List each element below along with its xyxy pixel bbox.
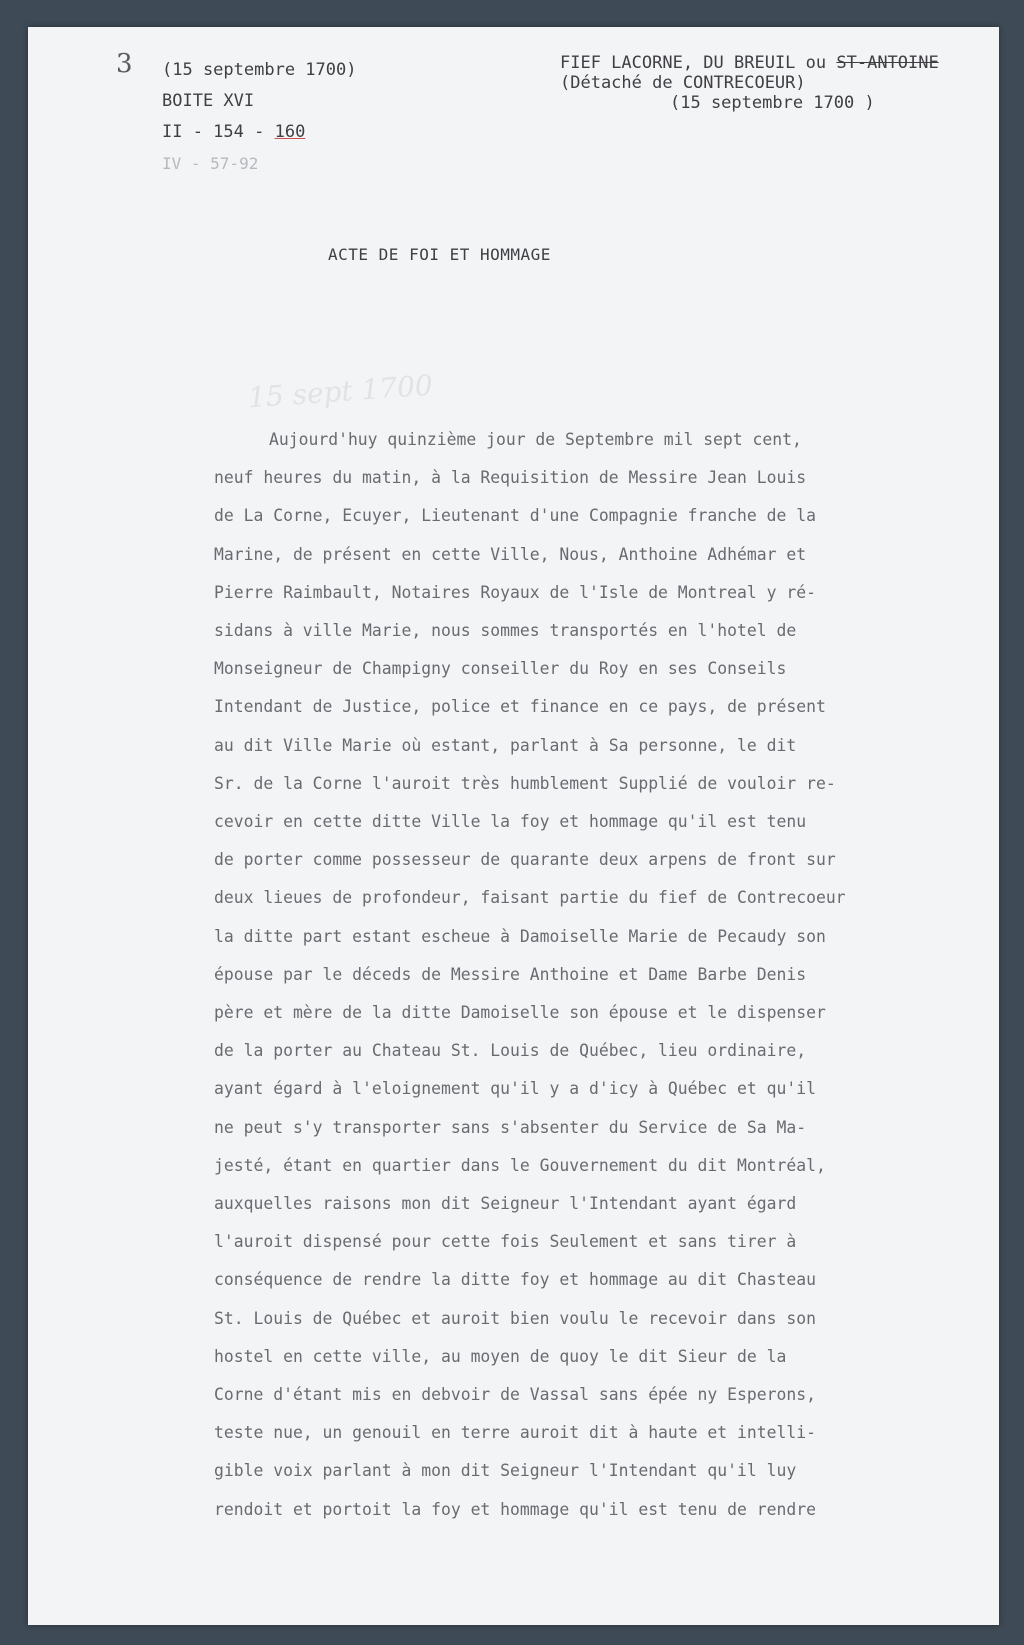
fief-middle: DU BREUIL (703, 53, 796, 73)
body-line: jesté, étant en quartier dans le Gouvernement du dit Montréal, (214, 1155, 826, 1175)
body-line: conséquence de rendre la ditte foy et hommage au dit Chasteau (214, 1270, 816, 1290)
header-box: BOITE XVI (162, 91, 255, 111)
handwritten-page-number: 3 (116, 49, 133, 79)
faint-reference: IV - 57-92 (162, 154, 259, 173)
body-line: Sr. de la Corne l'auroit très humblement Supplié de vouloir re- (214, 773, 836, 793)
body-line: Marine, de présent en cette Ville, Nous, Anthoine Adhémar et (214, 544, 807, 564)
header-right-date: (15 septembre 1700 ) (670, 93, 875, 113)
body-line: hostel en cette ville, au moyen de quoy le dit Sieur de la (214, 1346, 787, 1366)
body-line: teste nue, un genouil en terre auroit dit à haute et intelli- (214, 1423, 816, 1443)
document-page (28, 27, 999, 1625)
body-line: cevoir en cette ditte Ville la foy et hommage qu'il est tenu (214, 812, 807, 832)
body-line: la ditte part estant escheue à Damoiselle Marie de Pecaudy son (214, 926, 826, 946)
fief-or: ou (795, 53, 837, 73)
body-line: au dit Ville Marie où estant, parlant à Sa personne, le dit (214, 735, 797, 755)
body-line: sidans à ville Marie, nous sommes transportés en l'hotel de (214, 621, 797, 641)
fief-prefix: FIEF LACORNE, (560, 53, 704, 73)
body-line: Pierre Raimbault, Notaires Royaux de l'Isle de Montreal y ré- (214, 582, 816, 602)
body-line: Intendant de Justice, police et finance en ce pays, de présent (214, 697, 826, 717)
body-line: ne peut s'y transporter sans s'absenter du Service de Sa Ma- (214, 1117, 807, 1137)
header-reference (162, 117, 356, 148)
body-line: Aujourd'huy quinzième jour de Septembre mil sept cent, (269, 430, 802, 449)
fief-saint: ST-ANTOINE (836, 53, 939, 73)
document-title: ACTE DE FOI ET HOMMAGE (328, 245, 551, 264)
body-line: ayant égard à l'eloignement qu'il y a d'icy à Québec et qu'il (214, 1079, 816, 1099)
body-line: l'auroit dispensé pour cette fois Seulement et sans tirer à (214, 1232, 797, 1252)
body-line: père et mère de la ditte Damoiselle son épouse et le dispenser (214, 1003, 826, 1023)
detached-note: (Détaché de CONTRECOEUR) (560, 73, 806, 93)
body-line: Corne d'étant mis en debvoir de Vassal sans épée ny Esperons, (214, 1385, 816, 1405)
header-right (560, 53, 939, 113)
body-line: de La Corne, Ecuyer, Lieutenant d'une Compagnie franche de la (214, 506, 816, 526)
reference-prefix: II - 154 - (162, 122, 275, 142)
body-line: neuf heures du matin, à la Requisition de Messire Jean Louis (214, 468, 807, 488)
body-line: gible voix parlant à mon dit Seigneur l'Intendant qu'il luy (214, 1461, 797, 1481)
body-line: épouse par le déceds de Messire Anthoine et Dame Barbe Denis (214, 964, 807, 984)
fief-name-line (560, 53, 939, 73)
body-line: de porter comme possesseur de quarante deux arpens de front sur (214, 850, 836, 870)
ghost-annotation: 15 sept 1700 (247, 368, 434, 415)
body-line: auxquelles raisons mon dit Seigneur l'Intendant ayant égard (214, 1194, 797, 1214)
header-left (162, 55, 356, 179)
body-line: de la porter au Chateau St. Louis de Québec, lieu ordinaire, (214, 1041, 807, 1061)
body-line: Monseigneur de Champigny conseiller du Roy en ses Conseils (214, 659, 787, 679)
body-line: deux lieues de profondeur, faisant partie du fief de Contrecoeur (214, 888, 846, 908)
header-date: (15 septembre 1700) (162, 60, 357, 80)
document-body (214, 421, 974, 1529)
body-line: rendoit et portoit la foy et hommage qu'il est tenu de rendre (214, 1499, 816, 1519)
reference-suffix: 160 (274, 122, 306, 142)
body-line: St. Louis de Québec et auroit bien voulu le recevoir dans son (214, 1308, 816, 1328)
